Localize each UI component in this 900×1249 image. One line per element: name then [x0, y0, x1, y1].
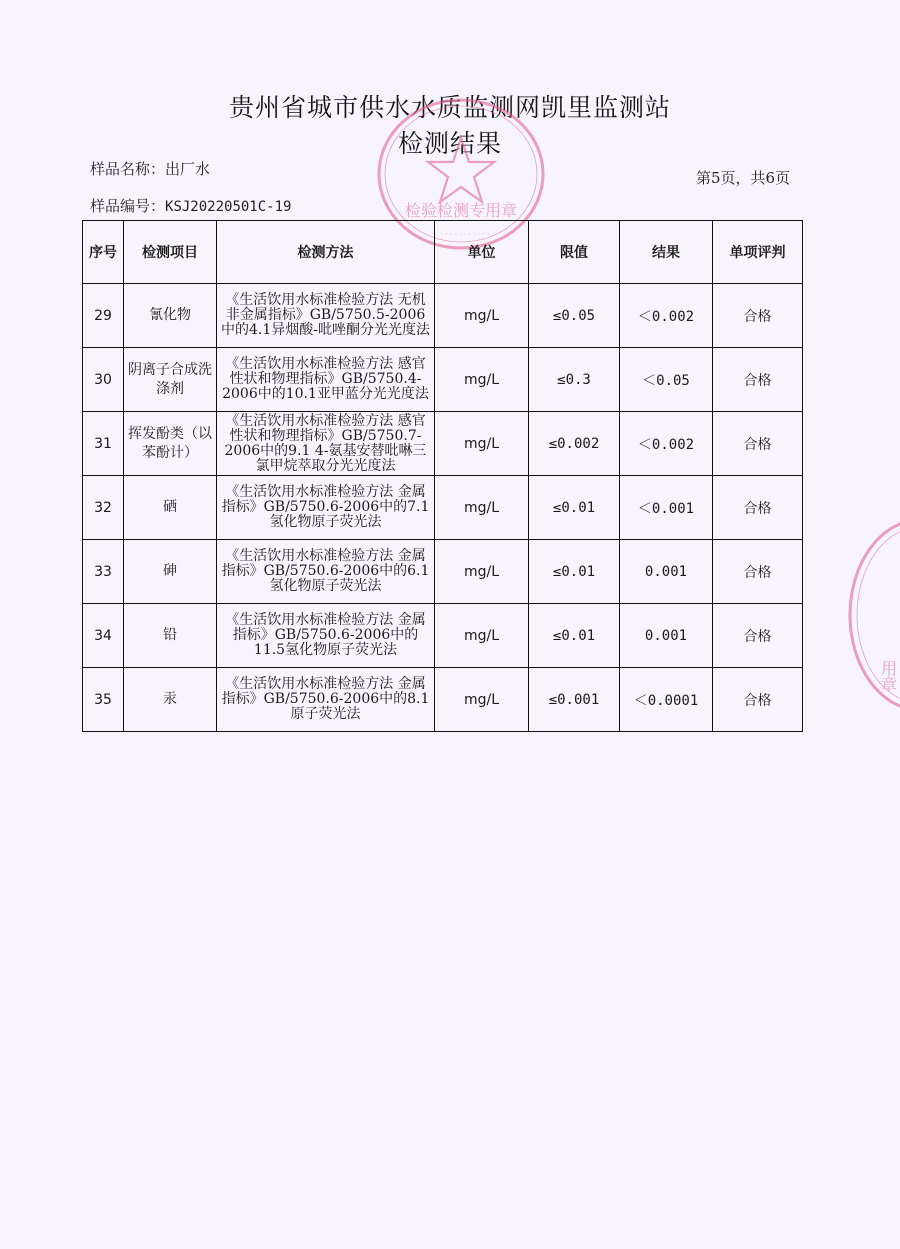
table-header-row: [83, 221, 803, 284]
svg-text:·············: ·············: [431, 231, 491, 238]
row-unit: mg/L: [435, 348, 529, 412]
row-item: 汞: [124, 668, 217, 732]
row-unit: mg/L: [435, 604, 529, 668]
row-result: 0.001: [620, 540, 713, 604]
row-no: 30: [83, 348, 124, 412]
row-no: 33: [83, 540, 124, 604]
results-table: [82, 220, 803, 732]
column-header-limit: 限值: [529, 221, 620, 284]
paging-seal-stamp: [840, 515, 900, 715]
row-no: 29: [83, 284, 124, 348]
row-result: ＜0.0001: [620, 668, 713, 732]
column-header-no: 序号: [83, 221, 124, 284]
row-limit: ≤0.01: [529, 476, 620, 540]
row-item: 氰化物: [124, 284, 217, 348]
sample-name: [90, 158, 210, 179]
row-no: 35: [83, 668, 124, 732]
row-judgement: 合格: [713, 668, 803, 732]
row-method: 《生活饮用水标准检验方法 无机非金属指标》GB/5750.5-2006中的4.1异烟酸-吡唑酮分光光度法: [217, 284, 435, 348]
row-limit: ≤0.05: [529, 284, 620, 348]
column-header-unit: 单位: [435, 221, 529, 284]
row-method: 《生活饮用水标准检验方法 金属指标》GB/5750.6-2006中的6.1氢化物原子荧光法: [217, 540, 435, 604]
row-item: 阴离子合成洗涤剂: [124, 348, 217, 412]
row-unit: mg/L: [435, 540, 529, 604]
row-judgement: 合格: [713, 412, 803, 476]
row-unit: mg/L: [435, 412, 529, 476]
row-result: ＜0.001: [620, 476, 713, 540]
column-header-judgement: 单项评判: [713, 221, 803, 284]
row-method: 《生活饮用水标准检验方法 感官性状和物理指标》GB/5750.7-2006中的9.1 4-氨基安替吡啉三氯甲烷萃取分光光度法: [217, 412, 435, 476]
row-result: 0.001: [620, 604, 713, 668]
row-no: 31: [83, 412, 124, 476]
row-limit: ≤0.3: [529, 348, 620, 412]
row-method: 《生活饮用水标准检验方法 金属指标》GB/5750.6-2006中的7.1氢化物原子荧光法: [217, 476, 435, 540]
row-method: 《生活饮用水标准检验方法 感官性状和物理指标》GB/5750.4-2006中的10.1亚甲蓝分光光度法: [217, 348, 435, 412]
row-judgement: 合格: [713, 348, 803, 412]
table-row: [83, 540, 803, 604]
report-title: 贵州省城市供水水质监测网凯里监测站: [228, 93, 671, 122]
row-method: 《生活饮用水标准检验方法 金属指标》GB/5750.6-2006中的8.1原子荧光法: [217, 668, 435, 732]
column-header-method: 检测方法: [217, 221, 435, 284]
row-no: 34: [83, 604, 124, 668]
row-unit: mg/L: [435, 284, 529, 348]
table-row: [83, 284, 803, 348]
sample-code-label: 样品编号：: [90, 197, 166, 215]
row-judgement: 合格: [713, 540, 803, 604]
paging-seal-caption: 用章: [878, 660, 898, 692]
table-row: [83, 668, 803, 732]
row-item: 砷: [124, 540, 217, 604]
sample-code-value: KSJ20220501C-19: [165, 199, 292, 215]
row-result: ＜0.002: [620, 412, 713, 476]
row-item: 铅: [124, 604, 217, 668]
row-limit: ≤0.01: [529, 540, 620, 604]
report-subtitle: 检测结果: [397, 129, 502, 158]
row-limit: ≤0.001: [529, 668, 620, 732]
page-number: 第5页，共6页: [696, 169, 791, 187]
row-unit: mg/L: [435, 476, 529, 540]
table-row: [83, 476, 803, 540]
row-judgement: 合格: [713, 476, 803, 540]
table-row: [83, 348, 803, 412]
seal-caption: 检验检测专用章: [404, 201, 518, 220]
row-limit: ≤0.01: [529, 604, 620, 668]
row-result: ＜0.002: [620, 284, 713, 348]
table-row: [83, 604, 803, 668]
sample-name-label: 样品名称：: [90, 160, 166, 178]
sample-name-value: 出厂水: [165, 160, 211, 178]
row-method: 《生活饮用水标准检验方法 金属指标》GB/5750.6-2006中的11.5氢化物原子荧光法: [217, 604, 435, 668]
row-item: 硒: [124, 476, 217, 540]
row-unit: mg/L: [435, 668, 529, 732]
column-header-result: 结果: [620, 221, 713, 284]
column-header-item: 检测项目: [124, 221, 217, 284]
row-result: ＜0.05: [620, 348, 713, 412]
row-judgement: 合格: [713, 604, 803, 668]
table-row: [83, 412, 803, 476]
row-limit: ≤0.002: [529, 412, 620, 476]
sample-code: [90, 195, 291, 216]
row-no: 32: [83, 476, 124, 540]
row-judgement: 合格: [713, 284, 803, 348]
row-item: 挥发酚类（以苯酚计）: [124, 412, 217, 476]
